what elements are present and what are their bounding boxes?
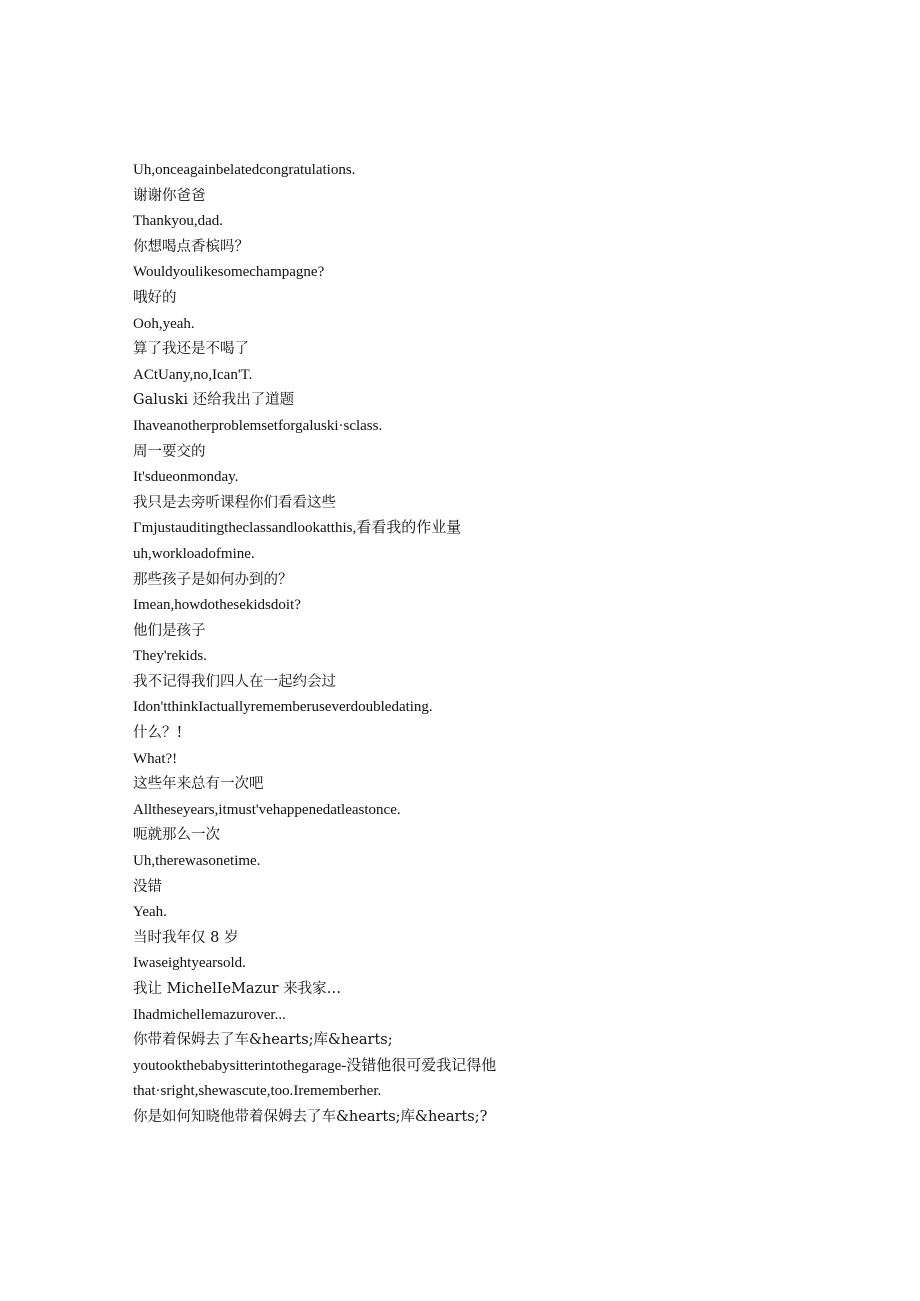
subtitle-line-chinese: 什么？! (133, 725, 183, 742)
subtitle-line-english: Idon'tthinkIactuallyrememberuseverdoubledating. (133, 699, 433, 716)
subtitle-line-chinese: 谢谢你爸爸 (133, 187, 206, 204)
subtitle-line-chinese: 算了我还是不喝了 (133, 341, 249, 358)
subtitle-line-chinese: 我不记得我们四人在一起约会过 (133, 673, 336, 690)
subtitle-line-chinese: 呃就那么一次 (133, 827, 220, 844)
subtitle-line-english: Uh,therewasonetime. (133, 853, 261, 870)
subtitle-line-english: Ooh,yeah. (133, 315, 195, 332)
subtitle-line-english: Yeah. (133, 904, 167, 921)
subtitle-line-english: Ihadmichellemazurover... (133, 1006, 286, 1023)
subtitle-line-english: uh,workloadofmine. (133, 545, 255, 562)
subtitle-line-chinese: 你想喝点香槟吗？ (133, 238, 249, 255)
subtitle-line-english: ACtUany,no,Ican'T. (133, 366, 253, 383)
subtitle-line-english: Iwaseightyearsold. (133, 955, 246, 972)
subtitle-line-english: Γmjustauditingtheclassandlookatthis,看看我的作业量 (133, 520, 462, 537)
subtitle-line-english: They'rekids. (133, 648, 207, 665)
subtitle-line-chinese: 你是如何知晓他带着保姆去了车&hearts;库&hearts;? (133, 1108, 488, 1125)
subtitle-line-chinese: 我让 MichelIeMazur 来我家… (133, 981, 342, 997)
subtitle-line-chinese: 你带着保姆去了车&hearts;库&hearts; (133, 1032, 393, 1049)
subtitle-line-chinese: 那些孩子是如何办到的？ (133, 571, 293, 588)
subtitle-line-chinese: 当时我年仅 8 岁 (133, 929, 239, 946)
subtitle-line-chinese: 他们是孩子 (133, 622, 206, 639)
subtitle-line-english: It'sdueonmonday. (133, 469, 239, 486)
subtitle-line-chinese: 这些年来总有一次吧 (133, 776, 264, 793)
transcript-body (133, 158, 833, 1131)
subtitle-line-english: Wouldyoulikesomechampagne? (133, 264, 325, 281)
subtitle-line-english: Uh,onceagainbelatedcongratulations. (133, 162, 356, 178)
subtitle-line-chinese: 周一要交的 (133, 443, 206, 460)
subtitle-line-chinese: 没错 (133, 878, 162, 895)
subtitle-line-chinese: 我只是去旁听课程你们看看这些 (133, 494, 336, 511)
subtitle-line-chinese: 哦好的 (133, 289, 177, 306)
subtitle-line-english: that·sright,shewascute,too.Irememberher. (133, 1083, 382, 1100)
subtitle-line-english: Thankyou,dad. (133, 213, 223, 230)
subtitle-line-english: Imean,howdothesekidsdoit? (133, 597, 301, 614)
subtitle-line-chinese: Galuski 还给我出了道题 (133, 392, 295, 409)
subtitle-line-english: Alltheseyears,itmust'vehappenedatleastonce. (133, 801, 401, 818)
subtitle-line-english: youtookthebabysitterintothegarage-没错他很可爱我记得他 (133, 1057, 497, 1074)
subtitle-line-english: Ihaveanotherproblemsetforgaluski·sclass. (133, 417, 383, 434)
subtitle-line-english: What?! (133, 750, 178, 767)
